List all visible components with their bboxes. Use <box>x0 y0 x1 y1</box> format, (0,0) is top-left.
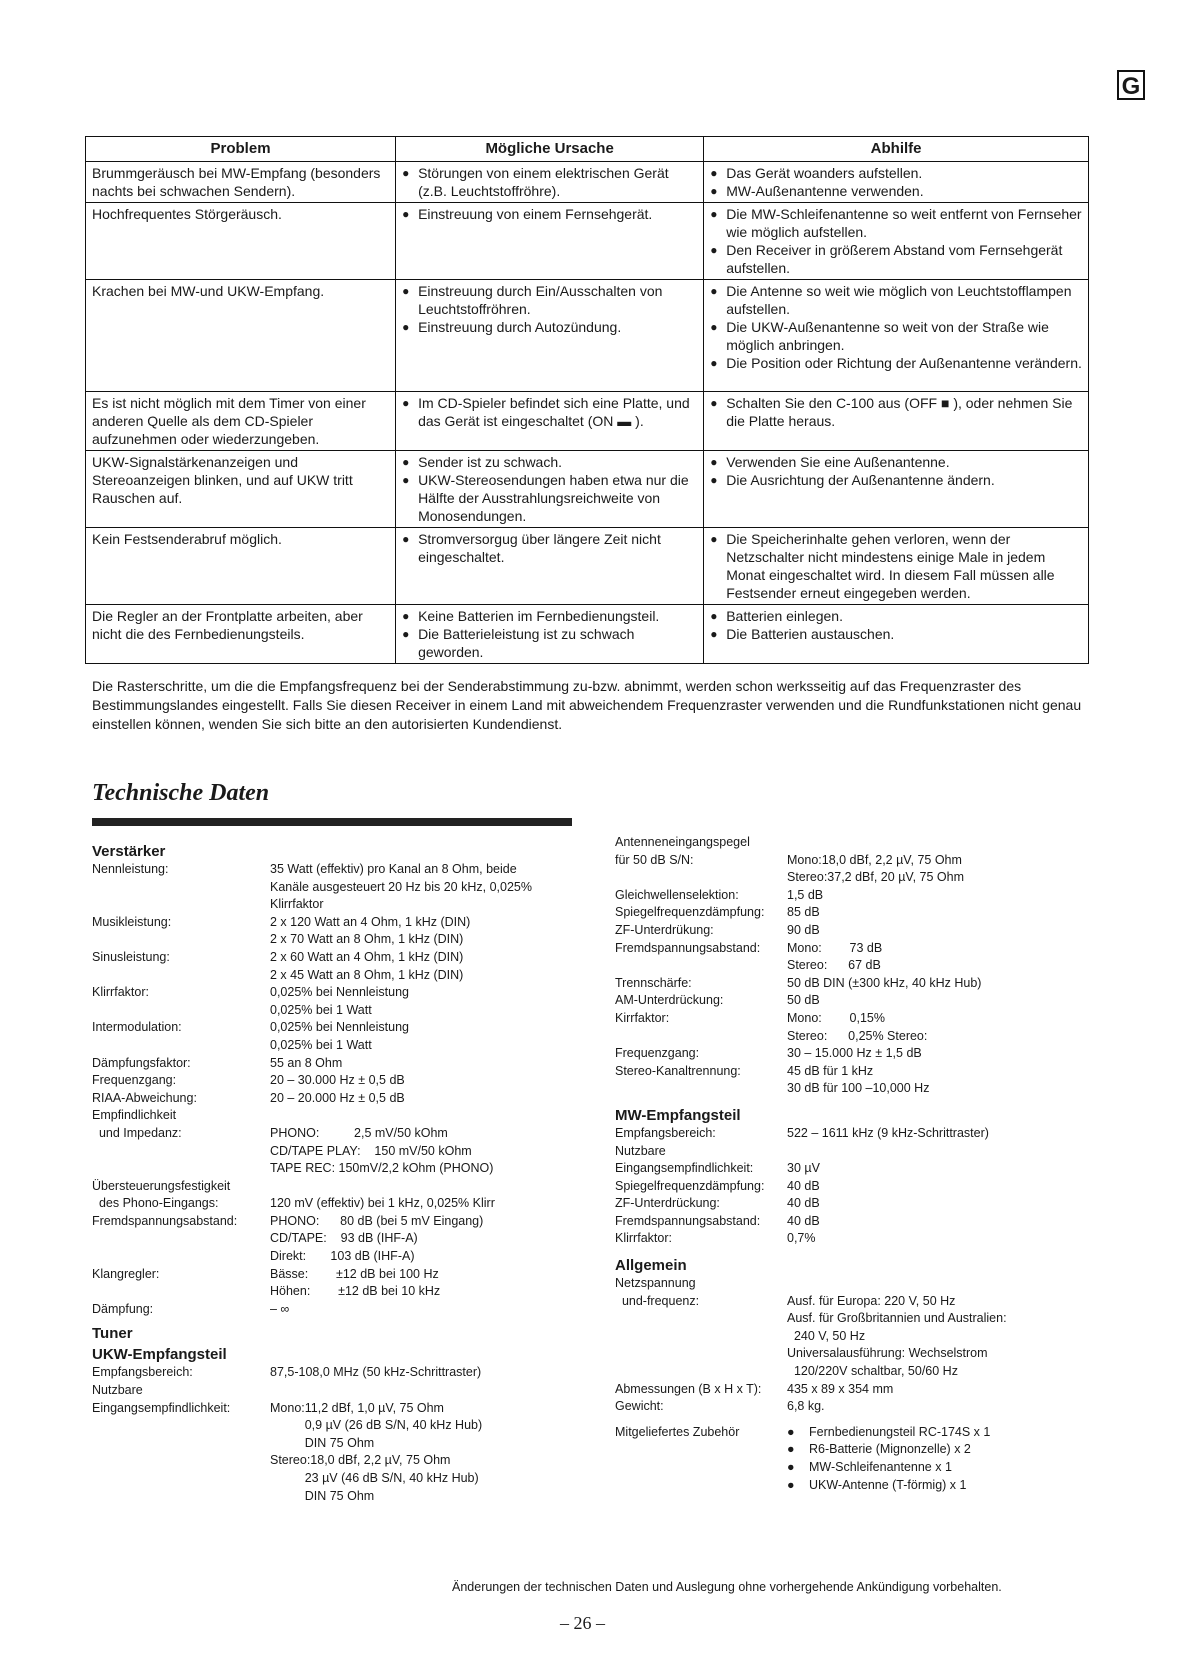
remedy-cell <box>704 162 1089 203</box>
spec-label: Gleichwellenselektion: <box>615 887 739 902</box>
spec-label: Frequenzgang: <box>92 1073 177 1088</box>
tuner-heading: Tuner <box>92 1325 133 1343</box>
ukw-heading: UKW-Empfangsteil <box>92 1346 227 1364</box>
table-row <box>86 528 1089 605</box>
spec-label: ZF-Unterdrückung: <box>615 1196 720 1211</box>
cause-item: ● Einstreuung von einem Fernsehgerät. <box>402 205 697 223</box>
table-row <box>86 162 1089 203</box>
spec-label: Nennleistung: <box>92 862 169 876</box>
spec-value: 6,8 kg. <box>787 1399 825 1414</box>
cause-cell <box>396 280 704 392</box>
cause-item: ● Störungen von einem elektrischen Gerät (z.B. Leuchtstoffröhre). <box>402 164 697 200</box>
spec-row <box>615 1275 1115 1381</box>
spec-label: Empfangsbereich: <box>92 1365 193 1380</box>
cause-cell <box>396 451 704 528</box>
spec-value: 2 x 120 Watt an 4 Ohm, 1 kHz (DIN) 2 x 70 Watt an 8 Ohm, 1 kHz (DIN) <box>270 914 471 947</box>
spec-label: Stereo-Kanaltrennung: <box>615 1063 741 1078</box>
spec-value: 120 mV (effektiv) bei 1 kHz, 0,025% Klirr <box>270 1196 495 1211</box>
spec-value: 20 – 20.000 Hz ± 0,5 dB <box>270 1090 405 1105</box>
spec-row <box>92 1266 592 1301</box>
spec-value: 435 x 89 x 354 mm <box>787 1381 894 1396</box>
cause-cell <box>396 162 704 203</box>
spec-value: Mono: 73 dB Stereo: 67 dB <box>787 940 883 973</box>
accessory-text: Fernbedienungsteil RC-174S x 1 <box>809 1424 991 1439</box>
spec-value: 50 dB DIN (±300 kHz, 40 kHz Hub) <box>787 975 982 990</box>
spec-label: Fremdspannungsabstand: <box>92 1213 238 1228</box>
cause-item: ● Einstreuung durch Ein/Ausschalten von Leuchtstoffröhren. <box>402 282 697 318</box>
amp-heading: Verstärker <box>92 843 166 860</box>
problem-cell: Es ist nicht möglich mit dem Timer von einer anderen Quelle als dem CD-Spieler aufzunehmen oder wiederzungeben. <box>86 392 396 451</box>
cause-item: ● Keine Batterien im Fernbedienungsteil. <box>402 607 697 625</box>
spec-row <box>615 887 1115 905</box>
spec-value: 0,025% bei Nennleistung 0,025% bei 1 Watt <box>270 1020 409 1052</box>
spec-row <box>615 1213 1115 1231</box>
spec-label: AM-Unterdrückung: <box>615 993 724 1008</box>
table-row <box>86 392 1089 451</box>
cause-cell <box>396 528 704 605</box>
remedy-cell <box>704 528 1089 605</box>
accessory-item <box>787 1424 1115 1442</box>
spec-row <box>615 904 1115 922</box>
spec-label: Abmessungen (B x H x T): <box>615 1381 762 1396</box>
cause-item: ● UKW-Stereosendungen haben etwa nur die Hälfte der Ausstrahlungsreichweite von Monosendungen. <box>402 471 697 525</box>
spec-value: Ausf. für Europa: 220 V, 50 Hz Ausf. für Großbritannien und Australien: 240 V, 50 Hz Universalausführung: Wechselstrom 120/220V schaltbar, 50/60 Hz <box>787 1293 1007 1379</box>
remedy-item: ● Die Batterien austauschen. <box>710 625 1082 643</box>
spec-value: 0,7% <box>787 1231 816 1246</box>
spec-value: 55 an 8 Ohm <box>270 1055 343 1070</box>
accessory-text: MW-Schleifenantenne x 1 <box>809 1460 952 1474</box>
spec-row <box>615 1045 1115 1063</box>
spec-label: Netzspannung und-frequenz: <box>615 1276 700 1308</box>
spec-value: Mono: 0,15% Stereo: 0,25% Stereo: <box>787 1010 928 1043</box>
remedy-cell <box>704 451 1089 528</box>
spec-label: ZF-Unterdrükung: <box>615 922 714 937</box>
remedy-item: ● Den Receiver in größerem Abstand vom Fernsehgerät aufstellen. <box>710 241 1082 277</box>
remedy-item: ● Die UKW-Außenantenne so weit von der Straße wie möglich anbringen. <box>710 318 1082 354</box>
remedy-item: ● Verwenden Sie eine Außenantenne. <box>710 453 1082 471</box>
spec-label: Gewicht: <box>615 1399 664 1414</box>
spec-row <box>615 1230 1115 1248</box>
table-row <box>86 605 1089 664</box>
spec-row <box>615 922 1115 940</box>
cause-cell <box>396 392 704 451</box>
table-row <box>86 203 1089 280</box>
page-number: – 26 – <box>560 1613 605 1633</box>
remedy-item: ● Die Speicherinhalte gehen verloren, wenn der Netzschalter nicht mindestens einige Male in jedem Monat eingeschaltet wird. In diesem Fall müssen alle Festsender erneut eingegeben werden. <box>710 530 1082 602</box>
spec-row <box>615 834 1115 887</box>
remedy-item: ● Schalten Sie den C-100 aus (OFF ■ ), oder nehmen Sie die Platte heraus. <box>710 394 1082 430</box>
spec-label: Dämpfungsfaktor: <box>92 1055 191 1070</box>
spec-label: Frequenzgang: <box>615 1046 700 1061</box>
spec-label: Musikleistung: <box>92 914 172 929</box>
cause-cell <box>396 203 704 280</box>
spec-value: Mono:11,2 dBf, 1,0 µV, 75 Ohm 0,9 µV (26 dB S/N, 40 kHz Hub) DIN 75 Ohm Stereo:18,0 dBf, 2,2 µV, 75 Ohm 23 µV (46 dB S/N, 40 kHz Hub) DIN 75 Ohm <box>270 1400 483 1503</box>
remedy-item: ● Batterien einlegen. <box>710 607 1082 625</box>
spec-label: Fremdspannungsabstand: <box>615 940 761 955</box>
spec-row <box>615 1178 1115 1196</box>
spec-label: Spiegelfrequenzdämpfung: <box>615 1178 765 1193</box>
spec-value: 50 dB <box>787 993 820 1008</box>
spec-title: Technische Daten <box>92 780 270 806</box>
spec-label: Klangregler: <box>92 1266 160 1281</box>
spec-label: Kirrfaktor: <box>615 1010 670 1025</box>
spec-right-column <box>615 834 1115 1494</box>
spec-value: 2 x 60 Watt an 4 Ohm, 1 kHz (DIN) 2 x 45 Watt an 8 Ohm, 1 kHz (DIN) <box>270 949 464 982</box>
spec-row <box>92 1019 592 1054</box>
accessories-label: Mitgeliefertes Zubehör <box>615 1424 740 1439</box>
cause-item: ● Einstreuung durch Autozündung. <box>402 318 697 336</box>
spec-row <box>92 1301 592 1319</box>
spec-value: 1,5 dB <box>787 887 824 902</box>
spec-value: 90 dB <box>787 922 820 937</box>
spec-row <box>615 975 1115 993</box>
spec-value: 35 Watt (effektiv) pro Kanal an 8 Ohm, beide Kanäle ausgesteuert 20 Hz bis 20 kHz, 0,025% Klirrfaktor <box>270 862 532 912</box>
header-cause: Mögliche Ursache <box>396 137 704 162</box>
remedy-cell <box>704 203 1089 280</box>
problem-cell: Hochfrequentes Störgeräusch. <box>86 203 396 280</box>
problem-cell: UKW-Signalstärkenanzeigen und Stereoanzeigen blinken, und auf UKW tritt Rauschen auf. <box>86 451 396 528</box>
spec-label: Trennschärfe: <box>615 975 692 990</box>
spec-label: Dämpfung: <box>92 1301 154 1316</box>
spec-value: 522 – 1611 kHz (9 kHz-Schrittraster) <box>787 1125 989 1140</box>
bullet-icon: ● <box>787 1460 795 1474</box>
remedy-item: ● Die MW-Schleifenantenne so weit entfernt von Fernseher wie möglich aufstellen. <box>710 205 1082 241</box>
table-row <box>86 280 1089 392</box>
problem-cell: Kein Festsenderabruf möglich. <box>86 528 396 605</box>
remedy-item: ● MW-Außenantenne verwenden. <box>710 182 1082 200</box>
spec-value: 40 dB <box>787 1213 820 1228</box>
accessories-row <box>615 1424 1115 1494</box>
remedy-cell <box>704 392 1089 451</box>
spec-row <box>615 1063 1115 1098</box>
section-badge: G <box>1117 70 1145 100</box>
spec-value: 40 dB <box>787 1196 820 1211</box>
spec-label: Nutzbare Eingangsempfindlichkeit: <box>92 1383 231 1415</box>
spec-label: Empfindlichkeit und Impedanz: <box>92 1108 182 1140</box>
bullet-icon: ● <box>787 1477 795 1492</box>
cause-item: ● Im CD-Spieler befindet sich eine Platte, und das Gerät ist eingeschaltet (ON ▬ ). <box>402 394 697 430</box>
bullet-icon: ● <box>787 1442 795 1457</box>
spec-row <box>615 1195 1115 1213</box>
spec-value: 85 dB <box>787 905 820 920</box>
spec-label: Intermodulation: <box>92 1020 182 1035</box>
spec-row <box>92 984 592 1019</box>
spec-row <box>92 1178 592 1213</box>
spec-label: Antenneneingangspegel für 50 dB S/N: <box>615 835 750 867</box>
spec-row <box>92 914 592 949</box>
table-body <box>86 162 1089 664</box>
spec-row <box>92 1072 592 1090</box>
spec-row <box>92 861 592 914</box>
footer-note: Änderungen der technischen Daten und Auslegung ohne vorhergehende Ankündigung vorbehalten. <box>452 1580 1002 1594</box>
spec-row <box>92 1107 592 1177</box>
spec-value: 20 – 30.000 Hz ± 0,5 dB <box>270 1073 405 1088</box>
accessory-item <box>787 1441 1115 1459</box>
spec-label: Empfangsbereich: <box>615 1125 716 1140</box>
spec-label: Klirrfaktor: <box>92 985 149 1000</box>
spec-label: Übersteuerungsfestigkeit des Phono-Eingangs: <box>92 1178 231 1211</box>
general-heading: Allgemein <box>615 1257 687 1275</box>
accessories-list <box>787 1424 1115 1494</box>
remedy-item: ● Das Gerät woanders aufstellen. <box>710 164 1082 182</box>
frequency-note: Die Rasterschritte, um die die Empfangsfrequenz bei der Senderabstimmung zu-bzw. abnimmt, werden schon werksseitig auf das Frequenzraster des Bestimmungslandes eingestellt. Falls Sie diesen Receiver in einem Land mit abweichendem Frequenzraster verwenden und die Rundfunkstationen nicht genau einstellen können, wenden Sie sich bitte an den autorisierten Kundendienst. <box>92 678 1082 732</box>
spec-row <box>615 1398 1115 1416</box>
table-row <box>86 451 1089 528</box>
spec-value: 30 – 15.000 Hz ± 1,5 dB <box>787 1046 922 1061</box>
accessory-text: R6-Batterie (Mignonzelle) x 2 <box>809 1442 971 1457</box>
remedy-item: ● Die Ausrichtung der Außenantenne ändern. <box>710 471 1082 489</box>
cause-item: ● Die Batterieleistung ist zu schwach geworden. <box>402 625 697 661</box>
spec-row <box>92 1364 592 1382</box>
spec-value: 30 µV <box>787 1161 820 1176</box>
cause-item: ● Stromversorgug über längere Zeit nicht eingeschaltet. <box>402 530 697 566</box>
spec-row <box>615 1010 1115 1045</box>
spec-value: PHONO: 2,5 mV/50 kOhm CD/TAPE PLAY: 150 mV/50 kOhm TAPE REC: 150mV/2,2 kOhm (PHONO) <box>270 1125 494 1176</box>
spec-value: PHONO: 80 dB (bei 5 mV Eingang) CD/TAPE: 93 dB (IHF-A) Direkt: 103 dB (IHF-A) <box>270 1213 484 1264</box>
spec-label: RIAA-Abweichung: <box>92 1090 197 1105</box>
spec-row <box>615 940 1115 975</box>
spec-row <box>615 1143 1115 1178</box>
spec-row <box>92 949 592 984</box>
bullet-icon: ● <box>787 1424 795 1439</box>
header-remedy: Abhilfe <box>704 137 1089 162</box>
problem-cell: Die Regler an der Frontplatte arbeiten, aber nicht die des Fernbedienungsteils. <box>86 605 396 664</box>
troubleshooting-table <box>85 136 1089 664</box>
spec-value: – ∞ <box>270 1301 290 1316</box>
remedy-cell <box>704 280 1089 392</box>
header-problem: Problem <box>86 137 396 162</box>
spec-value: Mono:18,0 dBf, 2,2 µV, 75 Ohm Stereo:37,2 dBf, 20 µV, 75 Ohm <box>787 852 964 885</box>
spec-value: 40 dB <box>787 1178 820 1193</box>
spec-label: Sinusleistung: <box>92 949 170 964</box>
spec-row <box>615 992 1115 1010</box>
spec-value: Bässe: ±12 dB bei 100 Hz Höhen: ±12 dB bei 10 kHz <box>270 1266 441 1299</box>
mw-heading: MW-Empfangsteil <box>615 1106 741 1124</box>
cause-item: ● Sender ist zu schwach. <box>402 453 697 471</box>
spec-label: Fremdspannungsabstand: <box>615 1213 761 1228</box>
problem-cell: Brummgeräusch bei MW-Empfang (besonders nachts bei schwachen Sendern). <box>86 162 396 203</box>
remedy-item: ● Die Antenne so weit wie möglich von Leuchtstofflampen aufstellen. <box>710 282 1082 318</box>
spec-left-column <box>92 840 592 1505</box>
accessory-item <box>787 1459 1115 1477</box>
remedy-item: ● Die Position oder Richtung der Außenantenne verändern. <box>710 354 1082 372</box>
spec-row <box>92 1055 592 1073</box>
spec-label: Spiegelfrequenzdämpfung: <box>615 905 765 920</box>
remedy-cell <box>704 605 1089 664</box>
accessory-item <box>787 1477 1115 1495</box>
cause-cell <box>396 605 704 664</box>
spec-value: 0,025% bei Nennleistung 0,025% bei 1 Watt <box>270 985 409 1017</box>
problem-cell: Krachen bei MW-und UKW-Empfang. <box>86 280 396 392</box>
spec-value: 45 dB für 1 kHz 30 dB für 100 –10,000 Hz <box>787 1063 930 1096</box>
spec-row <box>615 1381 1115 1399</box>
spec-row <box>92 1382 592 1505</box>
spec-row <box>615 1125 1115 1143</box>
spec-label: Nutzbare Eingangsempfindlichkeit: <box>615 1143 754 1176</box>
spec-label: Klirrfaktor: <box>615 1231 672 1246</box>
accessory-text: UKW-Antenne (T-förmig) x 1 <box>809 1477 967 1492</box>
spec-row <box>92 1090 592 1108</box>
spec-row <box>92 1213 592 1266</box>
spec-value: 87,5-108,0 MHz (50 kHz-Schrittraster) <box>270 1365 482 1380</box>
title-rule <box>92 818 572 826</box>
